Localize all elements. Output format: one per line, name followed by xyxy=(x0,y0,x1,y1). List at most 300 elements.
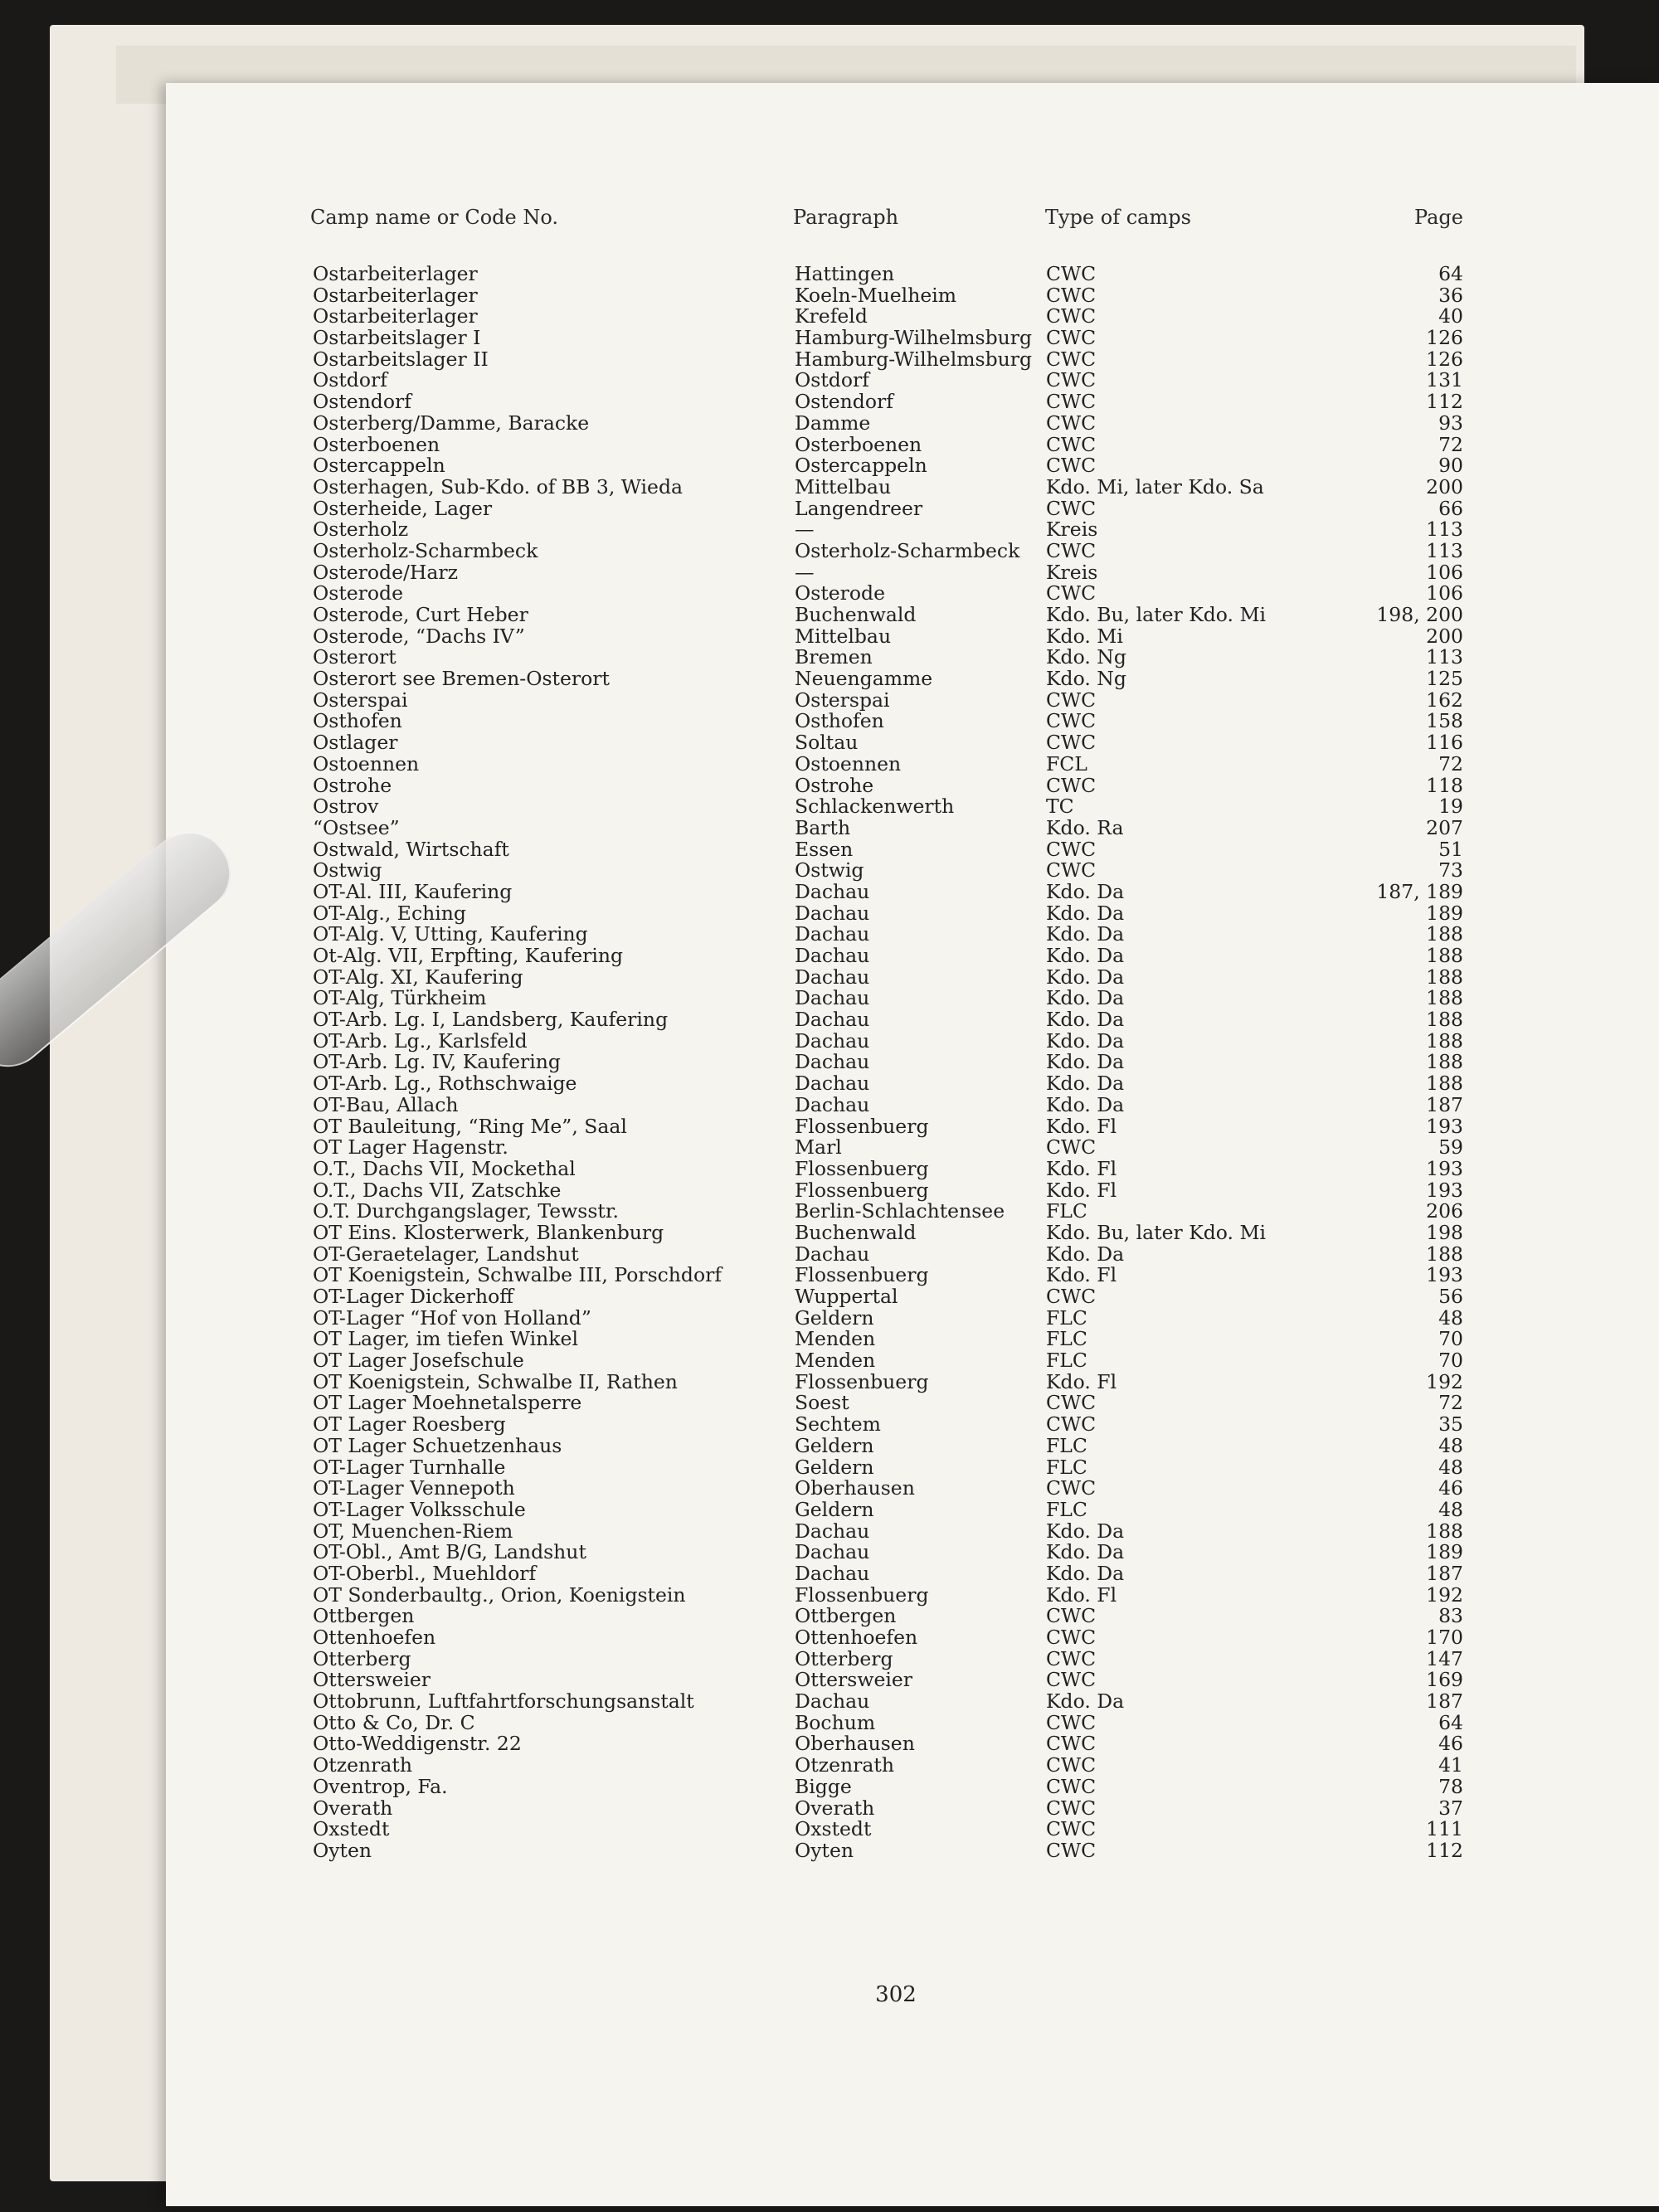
cell-page: 70 xyxy=(1438,1349,1463,1373)
cell-page: 131 xyxy=(1426,368,1463,392)
cell-page: 187 xyxy=(1426,1689,1463,1714)
cell-page: 106 xyxy=(1426,560,1463,584)
cell-paragraph: Oxstedt xyxy=(795,1817,872,1841)
cell-page: 46 xyxy=(1438,1732,1463,1756)
cell-camp-name: Osterholz-Scharmbeck xyxy=(313,538,538,562)
cell-paragraph: Neuengamme xyxy=(795,667,933,691)
cell-page: 188 xyxy=(1426,1050,1463,1074)
cell-camp-name: Ostarbeitslager II xyxy=(313,347,489,371)
cell-paragraph: Ostrohe xyxy=(795,773,874,797)
cell-page: 188 xyxy=(1426,922,1463,946)
cell-page: 48 xyxy=(1438,1497,1463,1521)
cell-camp-name: Otterberg xyxy=(313,1646,411,1670)
cell-page: 188 xyxy=(1426,1028,1463,1053)
cell-paragraph: Hattingen xyxy=(795,262,895,285)
cell-paragraph: Essen xyxy=(795,837,854,861)
cell-paragraph: Wuppertal xyxy=(795,1285,898,1308)
cell-page: 41 xyxy=(1438,1753,1463,1777)
cell-camp-name: OT-Al. III, Kaufering xyxy=(313,879,513,903)
cell-page: 116 xyxy=(1426,731,1463,755)
cell-paragraph: Dachau xyxy=(795,965,870,989)
cell-page: 147 xyxy=(1426,1646,1463,1670)
header-type: Type of camps xyxy=(1045,206,1191,229)
cell-camp-name: Oyten xyxy=(313,1838,372,1862)
cell-type: Kdo. Da xyxy=(1046,965,1125,989)
cell-paragraph: Dachau xyxy=(795,1092,870,1116)
cell-paragraph: Dachau xyxy=(795,1072,870,1096)
cell-camp-name: OT-Arb. Lg., Karlsfeld xyxy=(313,1028,528,1053)
cell-page: 187 xyxy=(1426,1092,1463,1116)
cell-camp-name: OT-Arb. Lg. I, Landsberg, Kaufering xyxy=(313,1008,669,1032)
cell-paragraph: Otzenrath xyxy=(795,1753,894,1777)
cell-paragraph: Bochum xyxy=(795,1710,876,1734)
cell-paragraph: Flossenbuerg xyxy=(795,1114,929,1138)
cell-page: 48 xyxy=(1438,1433,1463,1457)
cell-page: 59 xyxy=(1438,1135,1463,1159)
cell-camp-name: Osterheide, Lager xyxy=(313,496,493,520)
cell-page: 37 xyxy=(1438,1796,1463,1820)
cell-page: 72 xyxy=(1438,432,1463,456)
cell-page: 198 xyxy=(1426,1220,1463,1244)
header-paragraph: Paragraph xyxy=(793,206,899,229)
cell-paragraph: Sechtem xyxy=(795,1412,881,1437)
cell-type: Kdo. Da xyxy=(1046,944,1125,967)
cell-camp-name: Ostarbeiterlager xyxy=(313,283,478,307)
cell-type: FLC xyxy=(1046,1327,1087,1351)
cell-paragraph: Ottbergen xyxy=(795,1604,897,1628)
cell-page: 188 xyxy=(1426,965,1463,989)
cell-paragraph: Soest xyxy=(795,1391,849,1415)
cell-camp-name: O.T., Dachs VII, Mockethal xyxy=(313,1156,576,1180)
cell-type: CWC xyxy=(1046,858,1097,882)
cell-camp-name: Osterort see Bremen-Osterort xyxy=(313,667,610,691)
cell-type: Kdo. Fl xyxy=(1046,1263,1117,1287)
cell-page: 113 xyxy=(1426,518,1463,542)
cell-page: 112 xyxy=(1426,390,1463,414)
cell-type: Kdo. Mi, later Kdo. Sa xyxy=(1046,474,1264,498)
cell-type: CWC xyxy=(1046,1710,1097,1734)
cell-camp-name: OT-Arb. Lg., Rothschwaige xyxy=(313,1072,577,1096)
cell-camp-name: Ostarbeiterlager xyxy=(313,304,478,328)
cell-type: CWC xyxy=(1046,581,1097,605)
cell-paragraph: Bremen xyxy=(795,645,873,669)
column-type xyxy=(1046,264,1266,1862)
cell-camp-name: OT-Lager “Hof von Holland” xyxy=(313,1305,591,1330)
cell-paragraph: Oberhausen xyxy=(795,1476,915,1500)
cell-camp-name: OT Lager Hagenstr. xyxy=(313,1135,508,1159)
cell-paragraph: Osterholz-Scharmbeck xyxy=(795,538,1020,562)
cell-type: Kdo. Da xyxy=(1046,922,1125,946)
cell-camp-name: Osterode xyxy=(313,581,404,605)
page-number: 302 xyxy=(875,1982,917,2007)
cell-type: Kdo. Da xyxy=(1046,1072,1125,1096)
cell-camp-name: Osterboenen xyxy=(313,432,440,456)
cell-type: CWC xyxy=(1046,368,1097,392)
cell-camp-name: Ottersweier xyxy=(313,1668,431,1692)
cell-page: 188 xyxy=(1426,944,1463,967)
cell-page: 64 xyxy=(1438,1710,1463,1734)
cell-paragraph: Oyten xyxy=(795,1838,854,1862)
cell-camp-name: OT Koenigstein, Schwalbe III, Porschdorf xyxy=(313,1263,722,1287)
cell-camp-name: Ostendorf xyxy=(313,390,411,414)
cell-camp-name: O.T., Dachs VII, Zatschke xyxy=(313,1178,562,1202)
cell-camp-name: Ostwig xyxy=(313,858,382,882)
cell-page: 73 xyxy=(1438,858,1463,882)
cell-paragraph: Dachau xyxy=(795,1008,870,1032)
cell-page: 56 xyxy=(1438,1285,1463,1308)
cell-paragraph: Dachau xyxy=(795,1689,870,1714)
cell-page: 19 xyxy=(1438,795,1463,819)
cell-page: 189 xyxy=(1426,1540,1463,1564)
cell-camp-name: OT-Geraetelager, Landshut xyxy=(313,1242,579,1266)
cell-camp-name: OT Lager Schuetzenhaus xyxy=(313,1433,562,1457)
cell-page: 48 xyxy=(1438,1455,1463,1479)
cell-paragraph: Dachau xyxy=(795,922,870,946)
cell-camp-name: Otto-Weddigenstr. 22 xyxy=(313,1732,522,1756)
cell-page: 93 xyxy=(1438,411,1463,435)
cell-camp-name: Osterode, Curt Heber xyxy=(313,603,528,626)
cell-paragraph: Osthofen xyxy=(795,709,884,733)
cell-type: FLC xyxy=(1046,1497,1087,1521)
cell-camp-name: Ostercappeln xyxy=(313,454,445,478)
cell-type: Kdo. Mi xyxy=(1046,624,1123,648)
cell-paragraph: Menden xyxy=(795,1349,876,1373)
cell-type: CWC xyxy=(1046,1135,1097,1159)
cell-paragraph: Hamburg-Wilhelmsburg xyxy=(795,347,1033,371)
cell-page: 46 xyxy=(1438,1476,1463,1500)
cell-paragraph: Flossenbuerg xyxy=(795,1156,929,1180)
cell-page: 125 xyxy=(1426,667,1463,691)
cell-page: 78 xyxy=(1438,1774,1463,1798)
cell-type: Kdo. Bu, later Kdo. Mi xyxy=(1046,603,1267,626)
cell-camp-name: Ottenhoefen xyxy=(313,1626,436,1649)
cell-type: CWC xyxy=(1046,1285,1097,1308)
cell-page: 193 xyxy=(1426,1114,1463,1138)
cell-paragraph: Overath xyxy=(795,1796,875,1820)
header-page: Page xyxy=(1414,206,1463,229)
cell-page: 200 xyxy=(1426,624,1463,648)
cell-type: Kdo. Fl xyxy=(1046,1582,1117,1607)
cell-camp-name: OT-Lager Dickerhoff xyxy=(313,1285,513,1308)
cell-type: Kdo. Fl xyxy=(1046,1114,1117,1138)
cell-type: CWC xyxy=(1046,688,1097,712)
cell-type: CWC xyxy=(1046,731,1097,755)
cell-paragraph: — xyxy=(795,518,815,542)
cell-type: CWC xyxy=(1046,1732,1097,1756)
cell-page: 36 xyxy=(1438,283,1463,307)
cell-camp-name: Osterode/Harz xyxy=(313,560,459,584)
cell-camp-name: Otzenrath xyxy=(313,1753,412,1777)
cell-camp-name: Osterberg/Damme, Baracke xyxy=(313,411,590,435)
cell-camp-name: Ottbergen xyxy=(313,1604,415,1628)
cell-camp-name: Ostdorf xyxy=(313,368,387,392)
cell-type: FLC xyxy=(1046,1433,1087,1457)
cell-page: 118 xyxy=(1426,773,1463,797)
cell-type: FLC xyxy=(1046,1305,1087,1330)
cell-paragraph: Marl xyxy=(795,1135,842,1159)
cell-type: Kdo. Da xyxy=(1046,1561,1125,1585)
cell-camp-name: OT-Arb. Lg. IV, Kaufering xyxy=(313,1050,561,1074)
cell-page: 158 xyxy=(1426,709,1463,733)
cell-paragraph: Oberhausen xyxy=(795,1732,915,1756)
cell-type: Kdo. Da xyxy=(1046,1242,1125,1266)
cell-page: 113 xyxy=(1426,538,1463,562)
cell-type: CWC xyxy=(1046,1817,1097,1841)
cell-camp-name: “Ostsee” xyxy=(313,815,400,839)
cell-paragraph: Dachau xyxy=(795,1561,870,1585)
cell-camp-name: Osthofen xyxy=(313,709,402,733)
cell-type: CWC xyxy=(1046,283,1097,307)
cell-type: Kdo. Da xyxy=(1046,1028,1125,1053)
cell-page: 72 xyxy=(1438,751,1463,775)
cell-paragraph: Osterspai xyxy=(795,688,890,712)
cell-type: CWC xyxy=(1046,1668,1097,1692)
cell-paragraph: Flossenbuerg xyxy=(795,1263,929,1287)
cell-page: 206 xyxy=(1426,1199,1463,1223)
cell-paragraph: Flossenbuerg xyxy=(795,1178,929,1202)
cell-type: CWC xyxy=(1046,1774,1097,1798)
cell-camp-name: Ostwald, Wirtschaft xyxy=(313,837,509,861)
cell-type: Kdo. Bu, later Kdo. Mi xyxy=(1046,1220,1267,1244)
cell-page: 66 xyxy=(1438,496,1463,520)
cell-camp-name: OT Koenigstein, Schwalbe II, Rathen xyxy=(313,1369,678,1393)
cell-camp-name: OT Eins. Klosterwerk, Blankenburg xyxy=(313,1220,664,1244)
cell-camp-name: OT-Lager Vennepoth xyxy=(313,1476,515,1500)
cell-type: Kdo. Da xyxy=(1046,1540,1125,1564)
cell-page: 193 xyxy=(1426,1178,1463,1202)
cell-page: 111 xyxy=(1426,1817,1463,1841)
cell-type: CWC xyxy=(1046,390,1097,414)
cell-paragraph: Dachau xyxy=(795,1028,870,1053)
cell-camp-name: Ostarbeitslager I xyxy=(313,326,481,350)
cell-camp-name: OT-Lager Turnhalle xyxy=(313,1455,506,1479)
cell-type: CWC xyxy=(1046,773,1097,797)
cell-type: CWC xyxy=(1046,1796,1097,1820)
cell-page: 112 xyxy=(1426,1838,1463,1862)
cell-camp-name: OT Lager Moehnetalsperre xyxy=(313,1391,582,1415)
cell-type: CWC xyxy=(1046,304,1097,328)
cell-type: CWC xyxy=(1046,1838,1097,1862)
cell-paragraph: Dachau xyxy=(795,1242,870,1266)
cell-page: 198, 200 xyxy=(1376,603,1463,626)
cell-page: 40 xyxy=(1438,304,1463,328)
cell-type: Kdo. Fl xyxy=(1046,1156,1117,1180)
cell-paragraph: — xyxy=(795,560,815,584)
cell-paragraph: Osterboenen xyxy=(795,432,922,456)
cell-page: 170 xyxy=(1426,1626,1463,1649)
cell-type: CWC xyxy=(1046,538,1097,562)
cell-paragraph: Ostoennen xyxy=(795,751,902,775)
cell-paragraph: Geldern xyxy=(795,1455,874,1479)
cell-camp-name: Osterode, “Dachs IV” xyxy=(313,624,525,648)
cell-paragraph: Koeln-Muelheim xyxy=(795,283,957,307)
cell-type: Kdo. Da xyxy=(1046,986,1125,1010)
cell-camp-name: Otto & Co, Dr. C xyxy=(313,1710,475,1734)
cell-type: Kreis xyxy=(1046,560,1098,584)
cell-type: Kdo. Da xyxy=(1046,1519,1125,1543)
cell-camp-name: OT Lager Josefschule xyxy=(313,1349,524,1373)
cell-type: Kdo. Da xyxy=(1046,1050,1125,1074)
cell-paragraph: Mittelbau xyxy=(795,474,892,498)
cell-type: CWC xyxy=(1046,262,1097,285)
cell-paragraph: Menden xyxy=(795,1327,876,1351)
cell-page: 207 xyxy=(1426,815,1463,839)
cell-camp-name: OT Bauleitung, “Ring Me”, Saal xyxy=(313,1114,627,1138)
cell-page: 113 xyxy=(1426,645,1463,669)
cell-paragraph: Flossenbuerg xyxy=(795,1369,929,1393)
cell-type: CWC xyxy=(1046,454,1097,478)
cell-page: 169 xyxy=(1426,1668,1463,1692)
cell-page: 72 xyxy=(1438,1391,1463,1415)
cell-page: 188 xyxy=(1426,1072,1463,1096)
cell-paragraph: Dachau xyxy=(795,1519,870,1543)
cell-camp-name: OT-Alg., Eching xyxy=(313,901,466,925)
cell-type: Kdo. Da xyxy=(1046,1689,1125,1714)
cell-camp-name: Overath xyxy=(313,1796,393,1820)
cell-paragraph: Geldern xyxy=(795,1433,874,1457)
cell-camp-name: Ostlager xyxy=(313,731,398,755)
cell-page: 187 xyxy=(1426,1561,1463,1585)
cell-page: 70 xyxy=(1438,1327,1463,1351)
cell-page: 51 xyxy=(1438,837,1463,861)
cell-camp-name: Osterort xyxy=(313,645,397,669)
cell-paragraph: Dachau xyxy=(795,944,870,967)
cell-type: CWC xyxy=(1046,1412,1097,1437)
cell-type: FLC xyxy=(1046,1199,1087,1223)
cell-type: CWC xyxy=(1046,837,1097,861)
cell-page: 188 xyxy=(1426,1008,1463,1032)
cell-paragraph: Schlackenwerth xyxy=(795,795,955,819)
cell-type: CWC xyxy=(1046,1391,1097,1415)
cell-type: CWC xyxy=(1046,496,1097,520)
cell-page: 83 xyxy=(1438,1604,1463,1628)
cell-type: Kdo. Da xyxy=(1046,1092,1125,1116)
cell-camp-name: OT-Alg. XI, Kaufering xyxy=(313,965,523,989)
cell-type: Kdo. Fl xyxy=(1046,1178,1117,1202)
cell-camp-name: OT Lager Roesberg xyxy=(313,1412,506,1437)
cell-paragraph: Langendreer xyxy=(795,496,923,520)
cell-page: 188 xyxy=(1426,1519,1463,1543)
cell-type: Kdo. Ng xyxy=(1046,667,1126,691)
cell-type: CWC xyxy=(1046,1626,1097,1649)
header-camp-name: Camp name or Code No. xyxy=(310,206,558,229)
cell-type: CWC xyxy=(1046,709,1097,733)
cell-page: 106 xyxy=(1426,581,1463,605)
cell-page: 193 xyxy=(1426,1156,1463,1180)
cell-camp-name: Oventrop, Fa. xyxy=(313,1774,448,1798)
cell-camp-name: OT, Muenchen-Riem xyxy=(313,1519,513,1543)
cell-paragraph: Bigge xyxy=(795,1774,852,1798)
cell-page: 192 xyxy=(1426,1582,1463,1607)
cell-type: Kdo. Ra xyxy=(1046,815,1124,839)
cell-page: 48 xyxy=(1438,1305,1463,1330)
cell-paragraph: Osterode xyxy=(795,581,886,605)
cell-camp-name: OT-Obl., Amt B/G, Landshut xyxy=(313,1540,586,1564)
cell-paragraph: Ostercappeln xyxy=(795,454,927,478)
cell-paragraph: Dachau xyxy=(795,986,870,1010)
cell-camp-name: OT-Alg. V, Utting, Kaufering xyxy=(313,922,588,946)
cell-type: CWC xyxy=(1046,1604,1097,1628)
cell-type: FLC xyxy=(1046,1349,1087,1373)
cell-type: CWC xyxy=(1046,432,1097,456)
cell-paragraph: Berlin-Schlachtensee xyxy=(795,1199,1005,1223)
cell-type: Kdo. Ng xyxy=(1046,645,1126,669)
cell-type: Kdo. Fl xyxy=(1046,1369,1117,1393)
cell-camp-name: Ostarbeiterlager xyxy=(313,262,478,285)
cell-paragraph: Ottenhoefen xyxy=(795,1626,918,1649)
cell-paragraph: Krefeld xyxy=(795,304,868,328)
cell-page: 192 xyxy=(1426,1369,1463,1393)
cell-page: 193 xyxy=(1426,1263,1463,1287)
cell-paragraph: Dachau xyxy=(795,1050,870,1074)
cell-camp-name: OT Lager, im tiefen Winkel xyxy=(313,1327,578,1351)
cell-paragraph: Ostdorf xyxy=(795,368,869,392)
cell-page: 188 xyxy=(1426,986,1463,1010)
cell-camp-name: Osterholz xyxy=(313,518,409,542)
cell-type: CWC xyxy=(1046,1646,1097,1670)
cell-paragraph: Ostwig xyxy=(795,858,864,882)
cell-camp-name: O.T. Durchgangslager, Tewsstr. xyxy=(313,1199,619,1223)
cell-camp-name: Osterhagen, Sub-Kdo. of BB 3, Wieda xyxy=(313,474,684,498)
cell-paragraph: Dachau xyxy=(795,879,870,903)
column-camp-name xyxy=(313,264,722,1862)
cell-camp-name: OT-Lager Volksschule xyxy=(313,1497,526,1521)
cell-paragraph: Geldern xyxy=(795,1497,874,1521)
cell-camp-name: Ottobrunn, Luftfahrtforschungsanstalt xyxy=(313,1689,694,1714)
cell-page: 64 xyxy=(1438,262,1463,285)
cell-type: Kdo. Da xyxy=(1046,1008,1125,1032)
cell-paragraph: Buchenwald xyxy=(795,1220,917,1244)
cell-page: 162 xyxy=(1426,688,1463,712)
cell-page: 126 xyxy=(1426,326,1463,350)
cell-paragraph: Buchenwald xyxy=(795,603,917,626)
cell-type: Kreis xyxy=(1046,518,1098,542)
cell-paragraph: Geldern xyxy=(795,1305,874,1330)
cell-page: 189 xyxy=(1426,901,1463,925)
cell-type: FCL xyxy=(1046,751,1087,775)
column-paragraph xyxy=(795,264,1032,1862)
cell-camp-name: Osterspai xyxy=(313,688,408,712)
cell-page: 188 xyxy=(1426,1242,1463,1266)
cell-type: Kdo. Da xyxy=(1046,879,1125,903)
cell-page: 90 xyxy=(1438,454,1463,478)
cell-type: CWC xyxy=(1046,1753,1097,1777)
cell-camp-name: Oxstedt xyxy=(313,1817,390,1841)
column-page xyxy=(1327,264,1463,1862)
cell-camp-name: OT Sonderbaultg., Orion, Koenigstein xyxy=(313,1582,686,1607)
cell-paragraph: Ostendorf xyxy=(795,390,893,414)
cell-camp-name: Ostrov xyxy=(313,795,379,819)
cell-page: 200 xyxy=(1426,474,1463,498)
cell-camp-name: OT-Alg, Türkheim xyxy=(313,986,487,1010)
cell-camp-name: Ot-Alg. VII, Erpfting, Kaufering xyxy=(313,944,624,967)
cell-type: CWC xyxy=(1046,347,1097,371)
cell-paragraph: Soltau xyxy=(795,731,859,755)
cell-paragraph: Barth xyxy=(795,815,851,839)
cell-paragraph: Hamburg-Wilhelmsburg xyxy=(795,326,1033,350)
cell-camp-name: OT-Oberbl., Muehldorf xyxy=(313,1561,537,1585)
cell-type: CWC xyxy=(1046,411,1097,435)
cell-type: Kdo. Da xyxy=(1046,901,1125,925)
cell-camp-name: Ostrohe xyxy=(313,773,392,797)
cell-paragraph: Otterberg xyxy=(795,1646,893,1670)
cell-paragraph: Mittelbau xyxy=(795,624,892,648)
cell-camp-name: OT-Bau, Allach xyxy=(313,1092,459,1116)
cell-paragraph: Ottersweier xyxy=(795,1668,913,1692)
cell-page: 187, 189 xyxy=(1376,879,1463,903)
cell-page: 35 xyxy=(1438,1412,1463,1437)
cell-page: 126 xyxy=(1426,347,1463,371)
